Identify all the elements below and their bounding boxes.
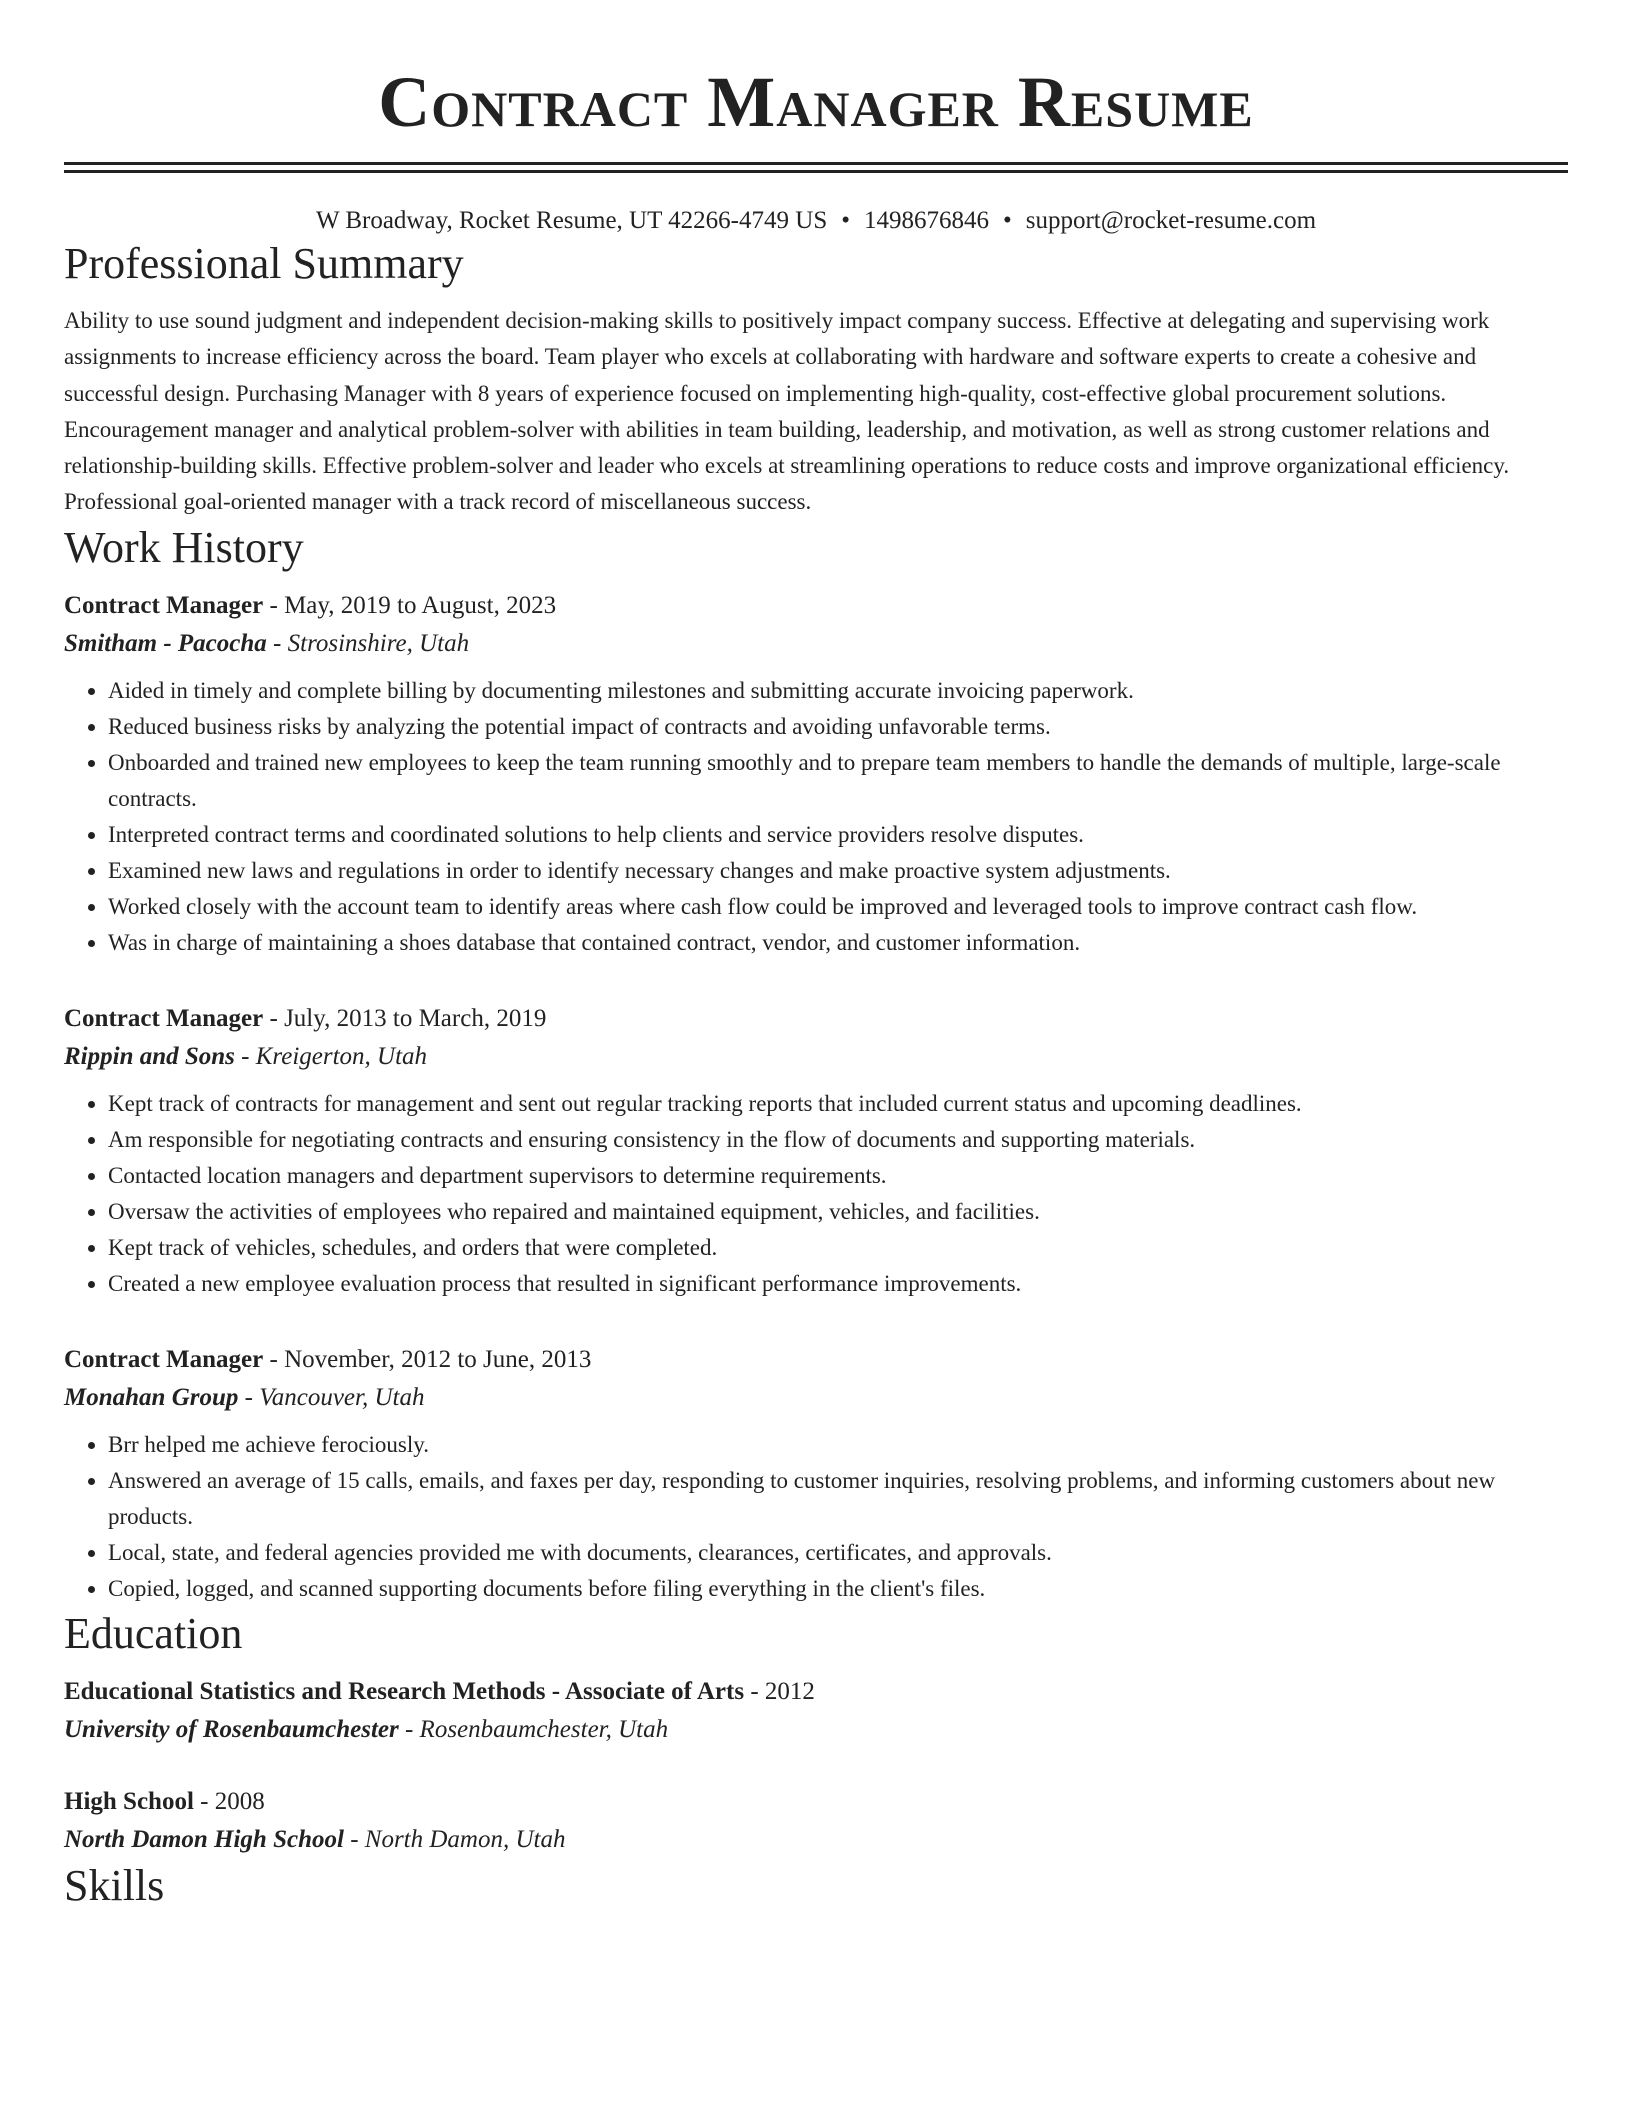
job-title: Contract Manager — [64, 591, 264, 619]
job-bullet: • Onboarded and trained new employees to keep the team running smoothly and to prepare team members to handle the demands of multiple, large-scale contracts. — [108, 745, 1568, 817]
resume-title: Contract Manager Resume — [378, 62, 1254, 142]
job-dates: July, 2013 to March, 2019 — [284, 1004, 547, 1032]
job-bullets — [64, 1427, 1568, 1607]
job-entry — [64, 1000, 1568, 1302]
education-school: North Damon High School — [64, 1825, 344, 1853]
job-bullet: • Brr helped me achieve ferociously. — [108, 1427, 1568, 1463]
section-heading-skills: Skills — [64, 1860, 165, 1910]
job-bullet: • Copied, logged, and scanned supporting documents before filing everything in the client's files. — [108, 1571, 1568, 1607]
title-divider-bottom — [64, 170, 1568, 173]
section-heading-education: Education — [64, 1608, 243, 1658]
education-entry — [64, 1673, 1568, 1749]
section-heading-summary: Professional Summary — [64, 239, 464, 288]
education-school: University of Rosenbaumchester — [64, 1715, 399, 1743]
job-bullet: • Created a new employee evaluation process that resulted in significant performance improvements. — [108, 1266, 1568, 1302]
job-bullet: • Worked closely with the account team to identify areas where cash flow could be improved and leveraged tools to improve contract cash flow. — [108, 889, 1568, 925]
job-title-line: Contract Manager - May, 2019 to August, 2023 — [64, 591, 557, 619]
job-location: Vancouver, Utah — [259, 1383, 425, 1411]
job-company: Rippin and Sons — [64, 1042, 235, 1070]
job-bullet: • Answered an average of 15 calls, emails, and faxes per day, responding to customer inquiries, resolving problems, and informing customers about new products. — [108, 1463, 1568, 1535]
education-degree: High School — [64, 1787, 194, 1815]
education-year: 2012 — [764, 1677, 815, 1705]
job-bullet: • Was in charge of maintaining a shoes database that contained contract, vendor, and customer information. — [108, 925, 1568, 961]
job-bullet: • Kept track of vehicles, schedules, and orders that were completed. — [108, 1230, 1568, 1266]
education-school-line: North Damon High School - North Damon, Utah — [64, 1825, 566, 1853]
job-bullet: • Am responsible for negotiating contracts and ensuring consistency in the flow of documents and supporting materials. — [108, 1122, 1568, 1158]
job-company: Monahan Group — [64, 1383, 239, 1411]
job-title: Contract Manager — [64, 1004, 264, 1032]
job-bullet: • Interpreted contract terms and coordinated solutions to help clients and service providers resolve disputes. — [108, 817, 1568, 853]
job-dates: May, 2019 to August, 2023 — [284, 591, 557, 619]
education-location: Rosenbaumchester, Utah — [419, 1715, 669, 1743]
education-degree-line: High School - 2008 — [64, 1787, 265, 1815]
job-location: Kreigerton, Utah — [255, 1042, 428, 1070]
job-company-line: Rippin and Sons - Kreigerton, Utah — [64, 1042, 428, 1070]
education-year: 2008 — [214, 1787, 265, 1815]
job-title-line: Contract Manager - July, 2013 to March, 2019 — [64, 1004, 547, 1032]
education-entry — [64, 1783, 1568, 1859]
summary-text: Ability to use sound judgment and independent decision-making skills to positively impact company success. Effective at delegating and supervising work assignments to increase efficiency across the board. Team player who excels at collaborating with hardware and software experts to create a cohesive and successful design. Purchasing Manager with 8 years of experience focused on implementing high-quality, cost-effective global procurement solutions. Encouragement manager and analytical problem-solver with abilities in team building, leadership, and motivation, as well as strong customer relations and relationship-building skills. Effective problem-solver and leader who excels at streamlining operations to reduce costs and improve organizational efficiency. Professional goal-oriented manager with a track record of miscellaneous success. — [64, 308, 1510, 515]
contact-separator: • — [1002, 207, 1012, 234]
job-company-line: Monahan Group - Vancouver, Utah — [64, 1383, 425, 1411]
job-title-line: Contract Manager - November, 2012 to June, 2013 — [64, 1345, 592, 1373]
job-bullet: • Examined new laws and regulations in order to identify necessary changes and make proactive system adjustments. — [108, 853, 1568, 889]
job-bullet: • Kept track of contracts for management and sent out regular tracking reports that included current status and upcoming deadlines. — [108, 1086, 1568, 1122]
job-bullet: • Local, state, and federal agencies provided me with documents, clearances, certificates, and approvals. — [108, 1535, 1568, 1571]
job-bullet: • Oversaw the activities of employees who repaired and maintained equipment, vehicles, and facilities. — [108, 1194, 1568, 1230]
job-bullet: • Aided in timely and complete billing by documenting milestones and submitting accurate invoicing paperwork. — [108, 673, 1568, 709]
job-entry — [64, 1341, 1568, 1607]
job-title: Contract Manager — [64, 1345, 264, 1373]
contact-separator: • — [841, 207, 850, 234]
education-degree-line: Educational Statistics and Research Methods - Associate of Arts - 2012 — [64, 1677, 815, 1705]
job-bullets — [64, 673, 1568, 961]
job-company: Smitham - Pacocha — [64, 629, 267, 657]
job-dates: November, 2012 to June, 2013 — [284, 1345, 592, 1373]
job-bullets — [64, 1086, 1568, 1302]
contact-line — [64, 205, 1568, 237]
job-entry — [64, 587, 1568, 961]
contact-email: support@rocket-resume.com — [1025, 207, 1317, 234]
job-bullet: • Contacted location managers and department supervisors to determine requirements. — [108, 1158, 1568, 1194]
title-divider-top — [64, 162, 1568, 165]
contact-phone: 1498676846 — [863, 207, 989, 234]
education-school-line: University of Rosenbaumchester - Rosenbaumchester, Utah — [64, 1715, 669, 1743]
job-company-line: Smitham - Pacocha - Strosinshire, Utah — [64, 629, 470, 657]
job-bullet: • Reduced business risks by analyzing the potential impact of contracts and avoiding unfavorable terms. — [108, 709, 1568, 745]
education-degree: Educational Statistics and Research Methods - Associate of Arts — [64, 1677, 745, 1705]
section-heading-work-history: Work History — [64, 522, 304, 572]
job-location: Strosinshire, Utah — [287, 629, 470, 657]
contact-address: W Broadway, Rocket Resume, UT 42266-4749 US — [315, 207, 828, 234]
education-location: North Damon, Utah — [364, 1825, 566, 1853]
